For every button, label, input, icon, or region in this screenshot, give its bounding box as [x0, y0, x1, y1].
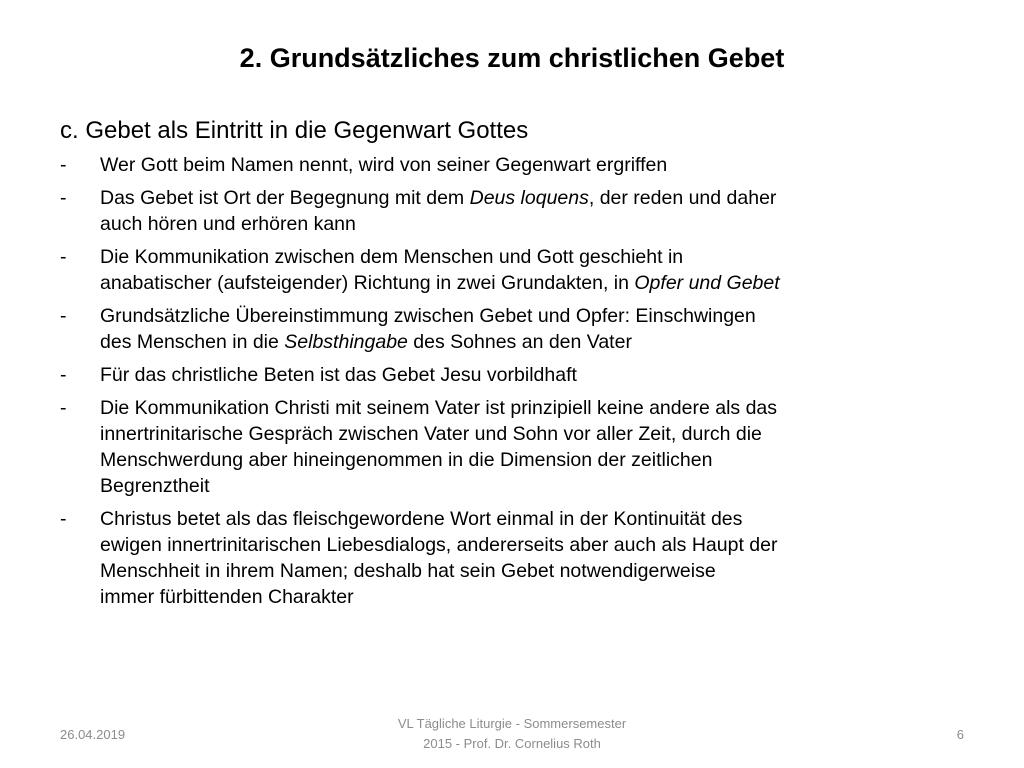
bullet-line	[100, 558, 980, 584]
bullet-text: Die Kommunikation zwischen dem Menschen und Gott geschieht in	[100, 246, 684, 268]
bullet-text: Das Gebet ist Ort der Begegnung mit dem	[100, 187, 470, 209]
bullet-text: anabatischer (aufsteigender) Richtung in zwei Grundakten, in	[100, 272, 635, 294]
slide-body	[60, 114, 980, 617]
bullet-line	[100, 329, 980, 355]
bullet-text: auch hören und erhören kann	[100, 213, 356, 235]
bullet-text: Menschwerdung aber hineingenommen in die Dimension der zeitlichen	[100, 449, 713, 471]
bullet-marker: -	[60, 187, 67, 209]
bullet-text: Begrenztheit	[100, 475, 210, 497]
slide-title: 2. Grundsätzliches zum christlichen Gebet	[239, 43, 785, 73]
bullet-text: , der reden und daher	[588, 187, 777, 209]
footer-center-line-2: 2015 - Prof. Dr. Cornelius Roth	[423, 736, 601, 751]
bullet-marker: -	[60, 364, 67, 386]
bullet-item	[60, 303, 980, 355]
bullet-marker: -	[60, 154, 67, 176]
bullet-text: innertrinitarische Gespräch zwischen Vater und Sohn vor aller Zeit, durch die	[100, 423, 762, 445]
italic-term: Selbsthingabe	[284, 331, 408, 353]
bullet-text: Die Kommunikation Christi mit seinem Vater ist prinzipiell keine andere als das	[100, 397, 778, 419]
bullet-text: immer fürbittenden Charakter	[100, 586, 354, 608]
bullet-line	[100, 473, 980, 499]
bullet-line	[100, 532, 980, 558]
bullet-text: Menschheit in ihrem Namen; deshalb hat sein Gebet notwendigerweise	[100, 560, 716, 582]
subheading: c. Gebet als Eintritt in die Gegenwart Gottes	[60, 117, 529, 144]
bullet-text: des Sohnes an den Vater	[407, 331, 632, 353]
bullet-line	[100, 303, 980, 329]
bullet-line	[100, 421, 980, 447]
bullet-item	[60, 362, 980, 388]
footer-center	[312, 714, 712, 754]
bullet-text: Für das christliche Beten ist das Gebet Jesu vorbildhaft	[100, 364, 577, 386]
footer-page-number: 6	[956, 727, 964, 742]
bullet-marker: -	[60, 246, 67, 268]
bullet-text: ewigen innertrinitarischen Liebesdialogs, andererseits aber auch als Haupt der	[100, 534, 778, 556]
bullet-line	[100, 152, 980, 178]
bullet-item	[60, 244, 980, 296]
bullet-line	[100, 447, 980, 473]
bullet-item	[60, 185, 980, 237]
bullet-marker: -	[60, 508, 67, 530]
bullet-marker: -	[60, 305, 67, 327]
footer-date: 26.04.2019	[60, 727, 126, 742]
bullet-item	[60, 152, 980, 178]
bullet-line	[100, 395, 980, 421]
bullet-marker: -	[60, 397, 67, 419]
italic-term: Deus loquens	[469, 187, 589, 209]
italic-term: Opfer und Gebet	[634, 272, 780, 294]
bullet-line	[100, 244, 980, 270]
bullet-text: Grundsätzliche Übereinstimmung zwischen Gebet und Opfer: Einschwingen	[100, 305, 756, 327]
bullet-item	[60, 506, 980, 610]
bullet-text: Christus betet als das fleischgewordene Wort einmal in der Kontinuität des	[100, 508, 743, 530]
bullet-text: des Menschen in die	[100, 331, 285, 353]
bullet-line	[100, 270, 980, 296]
footer-center-line-1: VL Tägliche Liturgie - Sommersemester	[397, 716, 627, 731]
bullet-line	[100, 506, 980, 532]
bullet-line	[100, 185, 980, 211]
bullet-line	[100, 584, 980, 610]
bullet-list	[60, 152, 980, 610]
bullet-text: Wer Gott beim Namen nennt, wird von seiner Gegenwart ergriffen	[100, 154, 668, 176]
bullet-item	[60, 395, 980, 499]
bullet-line	[100, 211, 980, 237]
bullet-line	[100, 362, 980, 388]
